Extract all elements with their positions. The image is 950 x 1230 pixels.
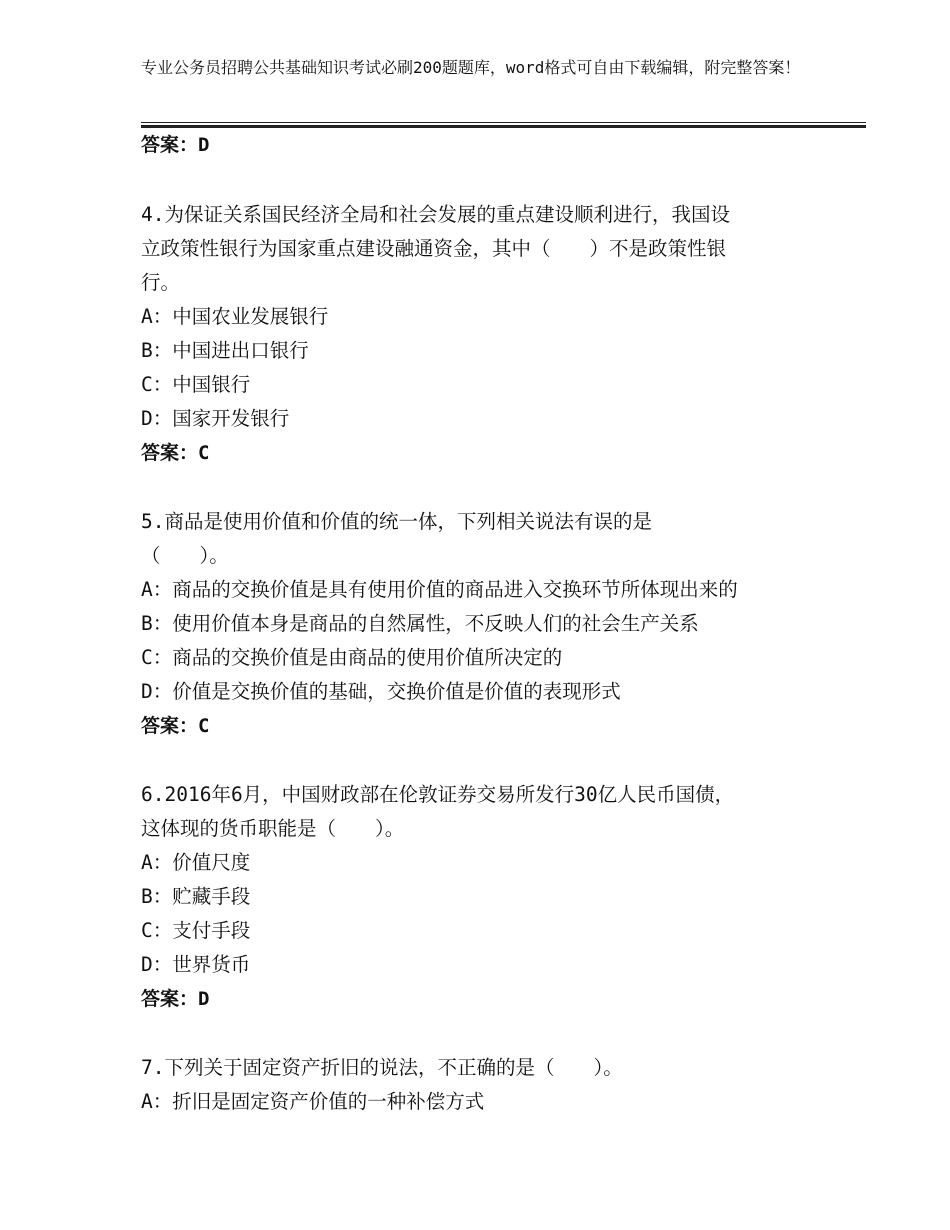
question-5-option-a: A：商品的交换价值是具有使用价值的商品进入交换环节所体现出来的 (141, 578, 738, 601)
question-4-stem-line: 立政策性银行为国家重点建设融通资金，其中（ ）不是政策性银 (141, 237, 727, 260)
question-4-stem-line: 4.为保证关系国民经济全局和社会发展的重点建设顺利进行，我国设 (141, 203, 730, 226)
question-6-option-d: D：世界货币 (141, 953, 251, 976)
question-5-option-d: D：价值是交换价值的基础，交换价值是价值的表现形式 (141, 680, 621, 703)
header-divider-thin (141, 122, 866, 123)
question-6-stem-line: 这体现的货币职能是（ ）。 (141, 817, 405, 840)
question-5-option-b: B：使用价值本身是商品的自然属性，不反映人们的社会生产关系 (141, 612, 699, 635)
question-4-stem-line: 行。 (141, 271, 181, 294)
question-4-option-c: C：中国银行 (141, 373, 251, 396)
answer-line: 答案：D (141, 134, 210, 156)
question-4-option-d: D：国家开发银行 (141, 407, 290, 430)
question-5-option-c: C：商品的交换价值是由商品的使用价值所决定的 (141, 646, 563, 669)
question-5-stem-line: 5.商品是使用价值和价值的统一体，下列相关说法有误的是 (141, 510, 652, 533)
question-5-stem-line: （ ）。 (141, 544, 229, 567)
question-6-stem-line: 6.2016年6月，中国财政部在伦敦证券交易所发行30亿人民币国债， (141, 783, 735, 806)
question-4-option-a: A：中国农业发展银行 (141, 305, 329, 328)
question-6-option-b: B：贮藏手段 (141, 885, 251, 908)
question-5-answer: 答案：C (141, 715, 210, 737)
document-header: 专业公务员招聘公共基础知识考试必刷200题题库，word格式可自由下载编辑，附完整答案！ (141, 58, 801, 77)
question-6-option-a: A：价值尺度 (141, 851, 251, 874)
question-6-option-c: C：支付手段 (141, 919, 251, 942)
question-7-stem-line: 7.下列关于固定资产折旧的说法，不正确的是（ ）。 (141, 1056, 623, 1079)
header-divider-thick (141, 125, 866, 128)
question-6-answer: 答案：D (141, 988, 210, 1010)
question-7-option-a: A：折旧是固定资产价值的一种补偿方式 (141, 1090, 485, 1113)
question-4-answer: 答案：C (141, 442, 210, 464)
question-4-option-b: B：中国进出口银行 (141, 339, 309, 362)
